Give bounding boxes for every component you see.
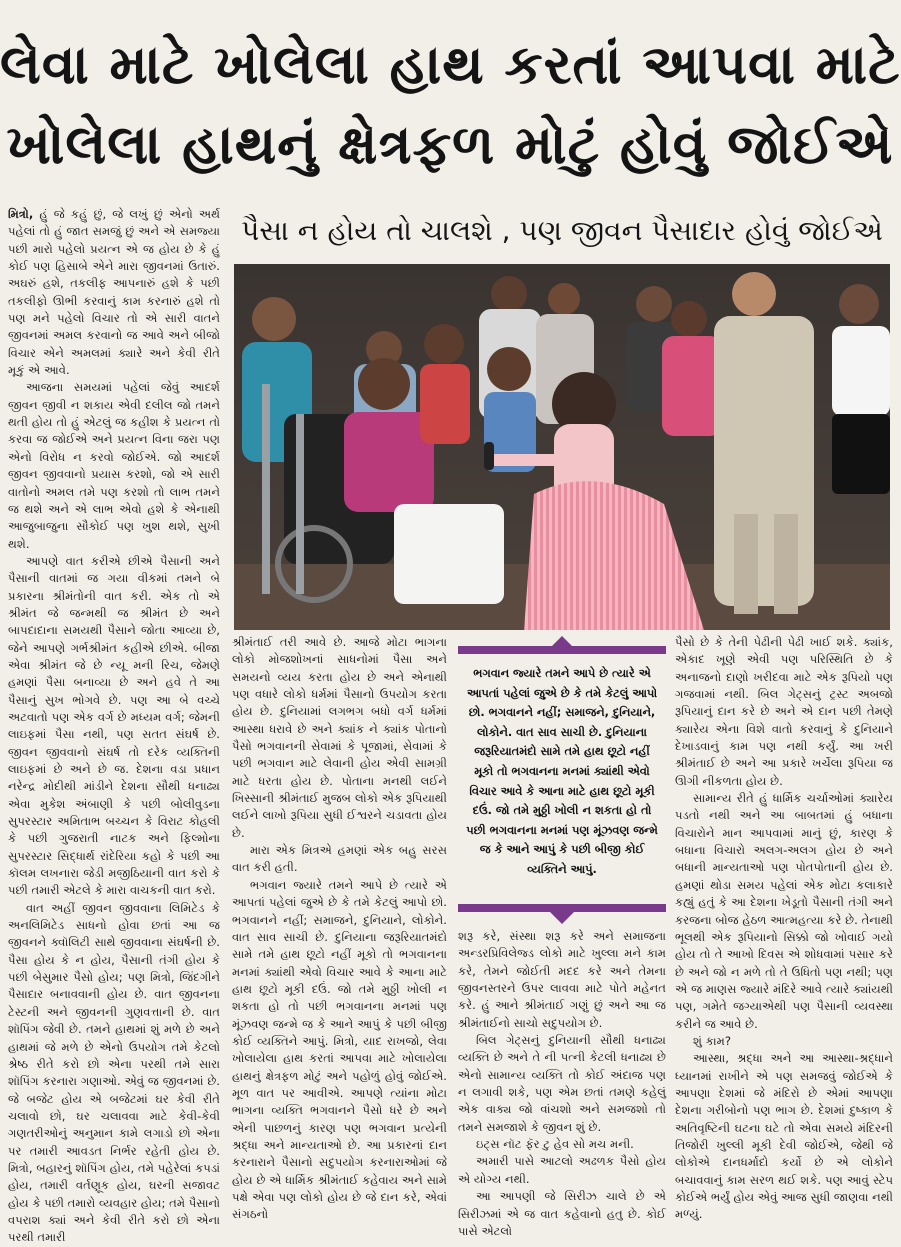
article-paragraph: [8, 206, 220, 379]
article-column-2: [232, 634, 447, 1230]
headline-line-2: ખોલેલા હાથનું ક્ષેત્રફળ મોટું હોવું જોઈએ: [6, 113, 894, 176]
article-column-4: [675, 634, 893, 1230]
article-paragraph: મારા એક મિત્રએ હમણાં એક બહુ સરસ વાત કરી હતી.: [232, 843, 447, 875]
article-paragraph: ભગવાન જ્યારે તમને આપે છે ત્યારે એ આપતાં પહેલાં જુએ છે કે તમે કેટલું આપો છો. ભગવાનને નહીં; સમાજને, દુનિયાને, લોકોને. વાત સાવ સાચી છે. દુનિયાના જરૂરિયાતમંદો સામે તમે હાથ છૂટો નહીં મૂકો તો ભગવાનના મનમાં ક્યાંથી એવો વિચાર આવે કે આના માટે હાથ છૂટો મૂકી દઉં. જો તમે મુઠ્ઠી ખોલી ન શકતા હો તો પછી ભગવાનના મનમાં પણ મૂંઝવણ જન્મે જ કે આને આપું કે પછી બીજી કોઈ વ્યક્તિને આપું. મિત્રો, યાદ રાખજો, લેવા ખોલાયેલા હાથ કરતાં આપવા માટે ખોલાયેલા હાથનું ક્ષેત્રફળ મોટું અને પહોળું હોવું જોઈએ. મૂળ વાત પર આવીએ. આપણે ત્યાંના મોટા ભાગના વ્યક્તિ ભગવાનને પૈસો ધરે છે અને એની પાછળનું કારણ પણ ભગવાન પ્રત્યેની શ્રદ્ધા અને માન્યતાઓ છે. આ પ્રકારનાં દાન કરનારાને પૈસાનો સદુપયોગ કરનારાઓમાં જે હોય છે એ ધાર્મિક શ્રીમંતાઈ કહેવાય અને સામે પક્ષે એવા પણ લોકો હોય છે જે દાન કરે, એવાં સંગઠનો: [232, 877, 447, 1222]
subheadline: પૈસા ન હોય તો ચાલશે , પણ જીવન પૈસાદાર હોવું જોઈએ: [241, 214, 883, 247]
article-paragraph: સામાન્ય રીતે હું ધાર્મિક ચર્ચાઓમાં ક્યારેય પડતો નથી અને આ બાબતમાં હું બધાના વિચારોને માન આપવામાં માનું છું, કારણ કે બધાના વિચારો અલગ-અલગ હોય છે અને બધાની માન્યતાઓ પણ પોતપોતાની હોય છે. હમણાં થોડા સમય પહેલાં એક મોટા કલાકારે કહ્યું હતું કે આ દેશના ખેડૂતો પૈસાની તંગી અને કરજના બોજ હેઠળ આત્મહત્યા કરે છે. તેનાથી ભૂલથી એક રૂપિયાનો સિક્કો જો ખોવાઈ ગયો હોય તો તે આખો દિવસ એ શોધવામાં પસાર કરે છે અને જો ન મળે તો તે ઉધિતો પણ નથી; પણ એ જ માણસ જ્યારે મંદિરે આવે ત્યારે ક્યાંયથી પણ, ગમેતે જગ્યાએથી પણ પૈસાની વ્યવસ્થા કરીને જ આવે છે.: [675, 791, 893, 1031]
article-paragraph: શરૂ કરે, સંસ્થા શરૂ કરે અને સમાજના અન્ડરપ્રિવિલેજ્ડ લોકો માટે ખુલ્લા મને કામ કરે, તેમને જોઈતી મદદ કરે અને તેમના જીવનસ્તરને ઉપર લાવવા માટે પોતે મહેનત કરે. હું આને શ્રીમંતાઈ ગણું છું અને આ જ શ્રીમંતાઈનો સાચો સદુપયોગ છે.: [458, 929, 666, 1030]
article-paragraph: પૈસો છે કે તેની પેઢીની પેઢી ખાઈ શકે. ક્યાંક, એકાદ ખૂણે એવી પણ પરિસ્થિતિ છે કે અનાજનો દાણો ખરીદવા માટે એક રૂપિયો પણ ગજવામાં નથી. બિલ ગેટ્સનું ટ્રસ્ટ અબજો રૂપિયાનું દાન કરે છે અને એ દાન પછી તેમણે ક્યારેય એના વિશે વાતો કરવાનું કે દુનિયાને દેખાડવાનું કામ પણ નથી કર્યું. આ ખરી શ્રીમંતાઈ છે અને આ પ્રકારે ખર્ચેલા રૂપિયા જ ઊગી નીકળતા હોય છે.: [675, 635, 893, 788]
pull-quote-bottom-band: [458, 904, 666, 912]
photo-illustration: [234, 264, 890, 630]
article-paragraph: અમારી પાસે આટલો અઢળક પૈસો હોય એ યોગ્ય નથી.: [458, 1154, 666, 1186]
paragraph-text: હું જે કહું છું, જે લખું છું એનો અર્થ પહેલાં તો હું જાત સમજું છું અને એ સમજ્યા પછી મારો પહેલો પ્રયત્ન એ જ હોય છે કે હું કોઈ પણ હિસાબે એને મારા જીવનમાં ઉતારું. અઘરું હશે, તકલીફ આપનારું હશે કે પછી તકલીફો ઊભી કરવાનું કામ કરનારું હશે તો પણ મને પહેલો વિચાર તો એ સારી વાતને જીવનમાં અમલ કરવાનો જ આવે અને બીજો વિચાર એને અમલમાં ક્યારે અને કેવી રીતે મૂકું એ આવે.: [8, 207, 220, 378]
pull-quote-bottom-notch: [550, 912, 574, 924]
lead-word: મિત્રો,: [8, 207, 34, 221]
pull-quote-text: ભગવાન જ્યારે તમને આપે છે ત્યારે એ આપતાં પહેલાં જુએ છે કે તમે કેટલું આપો છો. ભગવાનને નહીં; સમાજને, દુનિયાને, લોકોને. વાત સાવ સાચી છે. દુનિયાના જરૂરિયાતમંદો સામે તમે હાથ છૂટો નહીં મૂકો તો ભગવાનના મનમાં ક્યાંથી એવો વિચાર આવે કે આના માટે હાથ છૂટો મૂકી દઉં. જો તમે મુઠ્ઠી ખોલી ન શકતા હો તો પછી ભગવાનના મનમાં પણ મૂંઝવણ જન્મે જ કે આને આપું કે પછી બીજી કોઈ વ્યક્તિને આપું.: [466, 666, 658, 876]
article-paragraph: આપણે વાત કરીએ છીએ પૈસાની અને પૈસાની વાતમાં જ ગયા વીકમાં તમને બે પ્રકારના શ્રીમંતોની વાત કરી. એક તો એ શ્રીમંત જે જન્મથી જ શ્રીમંત છે અને બાપદાદાના સમયથી પૈસાને જોતા આવ્યા છે, જેને આપણે ગર્ભશ્રીમંત કહીએ છીએ. બીજા એવા શ્રીમંત જે છે ન્યૂ મની રિચ, જેમણે હમણાં પૈસા બનાવ્યા છે અને હવે તે આ પૈસાનું સુખ ભોગવે છે. પણ આ બે વચ્ચે અટવાતો પણ એક વર્ગ છે મધ્યમ વર્ગ; જેમની લાઇફમાં પૈસા નથી, પણ સતત સંઘર્ષ છે. જીવન જીવવાનો સંઘર્ષ તો દરેક વ્યક્તિની લાઇફમાં છે અને છે જ. દેશના વડા પ્રધાન નરેન્દ્ર મોદીથી માંડીને દેશના સૌથી ધનાઢ્ય એવા મુકેશ અંબાણી કે પછી બોલીવુડના સુપરસ્ટાર અમિતાભ બચ્ચન કે વિરાટ કોહલી કે પછી ગુજરાતી નાટક અને ફિલ્મોના સુપરસ્ટાર સિદ્ધાર્થ રાંદેરિયા કહો કે પછી આ કૉલમ લખનારા જેડી મજીઠિયાની વાત કરો કે પછી તમારી એટલે કે મારા વાચકની વાત કરો.: [8, 553, 220, 898]
pull-quote-box: [458, 640, 666, 924]
article-paragraph: બિલ ગેટ્સનું દુનિયાની સૌથી ધનાઢ્ય વ્યક્તિ છે અને તે ની પત્ની કેટલી ધનાઢ્ય છે એનો સામાન્ય વ્યક્તિ તો કોઈ અંદાજ પણ ન લગાવી શકે, પણ એમ છતાં તમણે કહેલું એક વાક્ય જો વાંચશો અને સમજશો તો તમને સમજાશે કે જીવન શું છે.: [458, 1033, 666, 1134]
article-paragraph: વાત અહીં જીવન જીવવાના લિમિટેડ કે અનલિમિટેડ સાધનો હોવા છતાં આ જ જીવનને ક્વૉલિટી સાથે જીવવાના સંઘર્ષની છે. પૈસા હોય કે ન હોય, પૈસાની તંગી હોય કે પછી બેસુમાર પૈસો હોય; પણ મિત્રો, જિંદગીને પૈસાદાર બનાવવાની હોય છે. વાત જીવનના ટેસ્ટની અને જીવનની ગુણવત્તાની છે. વાત શૉપિંગ જેવી છે. તમને હાથમાં શું મળે છે અને હાથમાં જે મળે છે એનો ઉપયોગ તમે કેટલો શ્રેષ્ઠ રીતે કરો છો એના પરથી તમે સારા શૉપિંગ કરનારા ગણાઓ. એવું જ જીવનમાં છે. જે બજેટ હોય એ બજેટમાં ઘર કેવી રીતે ચલાવો છો, ઘર ચલાવવા માટે કેવી-કેવી ગણતરીઓનું અનુમાન કામે લગાડો છો એના પર તમારી આવડત નિર્ભર રહેતી હોય છે. મિત્રો, બહારનું શૉપિંગ હોય, તમે પહેરેલાં કપડાં હોય, તમારી વર્તણૂક હોય, ઘરની સજાવટ હોય કે પછી તમારો વ્યવહાર હોય; તમે પૈસાનો વપરાશ ક્યાં અને કેવી રીતે કરો છો એના પરથી તમારી: [8, 900, 220, 1245]
headline: [0, 0, 900, 190]
article-paragraph: આજના સમયમાં પહેલાં જેવું આદર્શ જીવન જીવી ન શકાય એવી દલીલ જો તમને થતી હોય તો હું એટલું જ કહીશ કે પ્રયત્ન તો કરવા જ જોઈએ અને પ્રયત્ન વિના જરા પણ એનો વિરોધ ન કરવો જોઈએ. જો આદર્શ જીવન જીવવાનો પ્રયાસ કરશો, જો એ સારી વાતોનો અમલ તમે પણ કરશો તો લાભ તમને જ થશે અને એ લાભ એવો હશે કે એનાથી આજુબાજુના સૌકોઈ પણ ખુશ થશે, સુખી થશે.: [8, 380, 220, 551]
article-paragraph: શું કામ?: [693, 1033, 731, 1048]
article-paragraph: આ આપણી જે સિરીઝ ચાલે છે એ સિરીઝમાં એ જ વાત કહેવાનો હતુ છે. કોઈ પાસે એટલો: [458, 1189, 666, 1238]
pull-quote-top-notch: [550, 636, 574, 648]
headline-line-1: લેવા માટે ખોલેલા હાથ કરતાં આપવા માટે: [0, 33, 901, 96]
article-column-3: [458, 928, 666, 1238]
article-column-1: [8, 206, 220, 1245]
article-paragraph: ઇટ્સ નૉટ ફૅર ટુ હેવ સો મચ મની.: [476, 1137, 634, 1152]
event-photo: [234, 264, 890, 630]
article-paragraph: આસ્થા, શ્રદ્ધા અને આ આસ્થા-શ્રદ્ધાને ધ્યાનમાં રાખીને એ પણ સમજવું જોઈએ કે આપણા દેશમાં જે મંદિરો છે એમાં આપણા દેશના ગરીબોનો પણ ભાગ છે. દેશમાં દુષ્કાળ કે અતિવૃષ્ટિની ઘટના ઘટે તો એવા સમયે મંદિરની તિજોરી ખુલ્લી મૂકી દેવી જોઈએ, જેથી જે લોકોએ દાનધર્માદો કર્યો છે એ લોકોને બચાવવાનું કામ સરળ થઈ શકે. પણ આવું સ્ટેપ કોઈએ ભર્યું હોય એવું આજ સુધી જાણવા નથી મળ્યું.: [675, 1051, 893, 1222]
article-paragraph: શ્રીમંતાઈ તરી આવે છે. આજે મોટા ભાગના લોકો મોજશોખનાં સાધનોમાં પૈસા અને સમયનો વ્યય કરતા હોય છે અને એનાથી પણ વધારે લોકો ધર્મમાં પૈસાનો ઉપયોગ કરતા હોય છે. દુનિયામાં લગભગ બધો વર્ગ ધર્મમાં આસ્થા ધરાવે છે અને ક્યાંક ને ક્યાંક પોતાનો પૈસો ભગવાનની સેવામાં કે પૂજામાં, સેવામાં કે પછી ભગવાન માટે લેવાની હોય એવી સામગ્રી માટે ધરતા હોય છે. પોતાના મનથી લઈને ખિસ્સાની શ્રીમંતાઈ મુજબ લોકો એક રૂપિયાથી લઈને લાખો રૂપિયા સુધી ઈશ્વરને ચડાવતા હોય છે.: [232, 635, 447, 840]
